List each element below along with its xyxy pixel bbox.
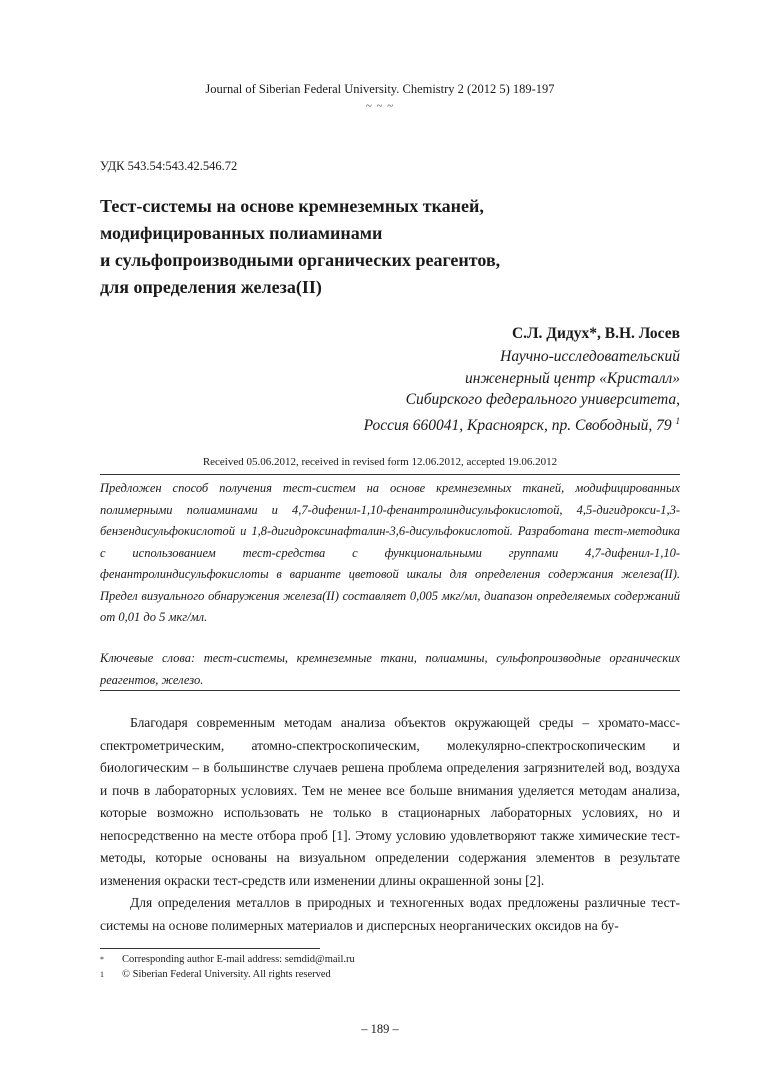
affiliation-line: Сибирского федерального университета, (405, 391, 680, 408)
received-dates: Received 05.06.2012, received in revised form 12.06.2012, accepted 19.06.2012 (202, 456, 558, 468)
title-line: и сульфопроизводными органических реагентов, (100, 250, 501, 270)
affiliation-line: инженерный центр «Кристалл» (464, 369, 680, 387)
journal-header: Journal of Siberian Federal University. Chemistry 2 (2012 5) 189-197 (205, 82, 555, 96)
title-line: для определения железа(II) (100, 277, 322, 297)
footnote-rule (100, 948, 320, 949)
article-title (100, 193, 660, 301)
footnote-text: © Siberian Federal University. All rights reserved (122, 969, 331, 980)
abstract: Предложен способ получения тест-систем на основе кремнеземных тканей, модифицированных полимерными полиаминами и 4,7-дифенил-1,10-фенантролиндисульфокислотой, 4,5-дигидрокси-1,3-бензендисульфокислотой и 1,8-дигидроксинафталин-3,6-дисульфокислотой. Разработана тест-методика с использованием тест-средства с функциональными группами 4,7-дифенил-1,10-фенантролиндисульфокислоты в варианте цветовой шкалы для определения содержания железа(II). Предел визуального обнаружения железа(II) составляет 0,005 мкг/мл, диапазон определяемых содержаний от 0,01 до 5 мкг/мл. (100, 481, 680, 624)
title-line: модифицированных полиаминами (100, 223, 383, 243)
page-number: – 189 – (361, 1022, 399, 1036)
keywords: Ключевые слова: тест-системы, кремнеземные ткани, полиамины, сульфопроизводные органических реагентов, железо. (100, 651, 680, 687)
body-paragraph: Для определения металлов в природных и техногенных водах предложены различные тест-системы на основе полимерных материалов и дисперсных неорганических оксидов на бу- (100, 895, 680, 933)
abstract-top-rule (100, 474, 680, 475)
footnote-text: Corresponding author E-mail address: semdid@mail.ru (122, 954, 355, 965)
header-ornament: ~ ~ ~ (365, 100, 395, 112)
body-text (100, 712, 680, 937)
footnotes (100, 952, 355, 982)
affiliation-mark: 1 (675, 415, 680, 426)
body-paragraph: Благодаря современным методам анализа объектов окружающей среды – хромато-масс-спектрометрическим, атомно-спектроскопическим, молекулярно-спектроскопическим и биологическим – в большинстве случаев решена проблема определения загрязнителей вод, воздуха и почв в лабораторных условиях. Тем не менее все больше внимания уделяется методам анализа, которые возможно использовать не только в стационарных лабораторных условиях, но и непосредственно на месте отбора проб [1]. Этому условию удовлетворяют также химические тест-методы, которые основаны на визуальном определении содержания элементов в результате изменения окраски тест-средств или изменении длины окрашенной зоны [2]. (100, 715, 680, 888)
footnote (100, 967, 355, 982)
footnote-mark: 1 (100, 970, 104, 979)
affiliation-line: Научно-исследовательский (500, 348, 680, 365)
authors: С.Л. Дидух*, В.Н. Лосев (511, 325, 680, 342)
affiliation (364, 346, 680, 436)
footnote (100, 952, 355, 967)
affiliation-line (364, 411, 680, 437)
abstract-bottom-rule (100, 690, 680, 691)
udk-code: УДК 543.54:543.42.546.72 (100, 159, 238, 173)
footnote-mark: * (100, 955, 104, 964)
title-line: Тест-системы на основе кремнеземных тканей, (100, 196, 484, 216)
affiliation-address: Россия 660041, Красноярск, пр. Свободный, 79 (363, 416, 672, 434)
